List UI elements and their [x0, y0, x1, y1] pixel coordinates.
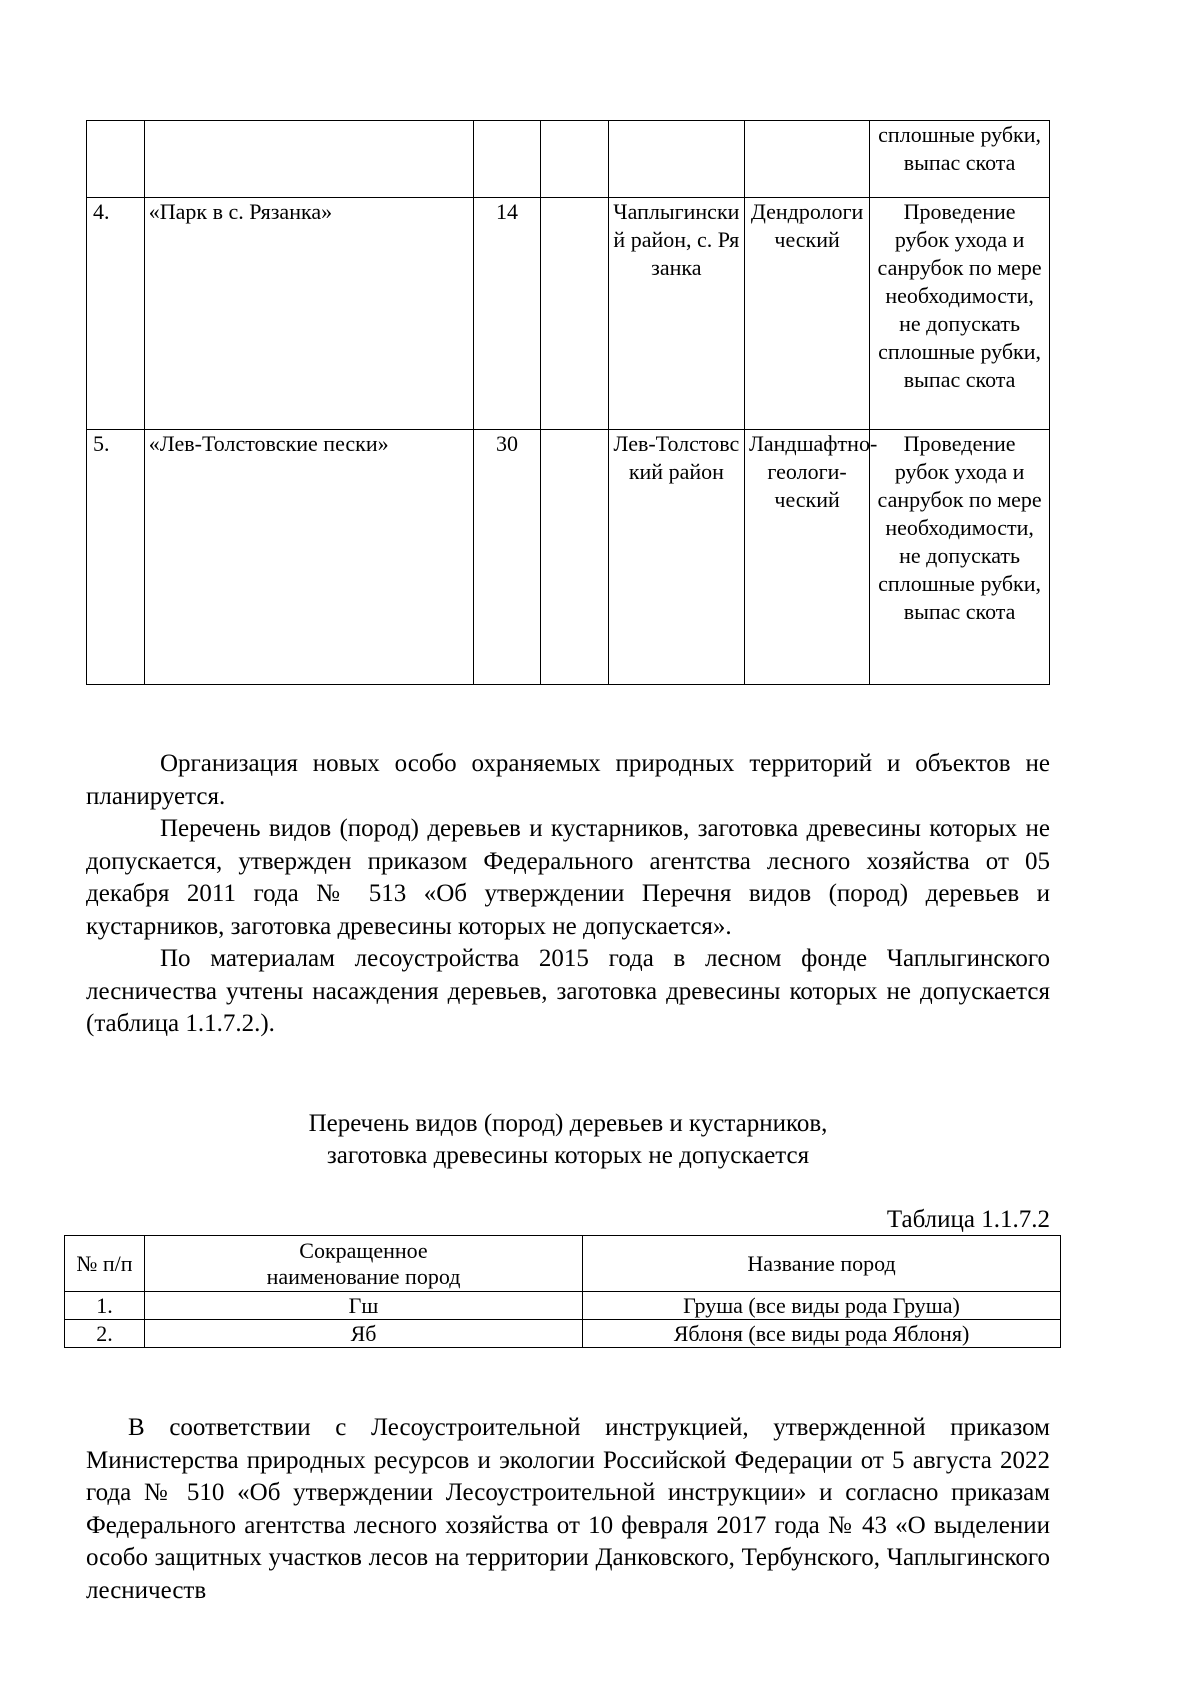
cell-regime: Проведение рубок ухода и санрубок по мере необходимости, не допускать сплошные рубки, выпас скота [870, 430, 1050, 685]
cell-area: 14 [473, 198, 541, 430]
cell-location [608, 121, 744, 198]
header-short-name: Сокращенное наименование пород [145, 1236, 583, 1292]
paragraph: Организация новых особо охраняемых природных территорий и объектов не планируется. [86, 750, 1050, 810]
paragraph: Перечень видов (пород) деревьев и кустарников, заготовка древесины которых не допускается, утвержден приказом Федерального агентства лесного хозяйства от 05 декабря 2011 года № 513 «Об утверждении Перечня видов (пород) деревьев и кустарников, заготовка древесины которых не допускается». [86, 815, 1050, 940]
cell-name: Груша (все виды рода Груша) [583, 1292, 1061, 1320]
cell-name: «Парк в с. Рязанка» [144, 198, 473, 430]
cell-empty [541, 430, 609, 685]
cell-num [87, 121, 145, 198]
cell-type: Дендрологический [744, 198, 869, 430]
cell-regime: сплошные рубки, выпас скота [870, 121, 1050, 198]
cell-empty [541, 198, 609, 430]
cell-area: 30 [473, 430, 541, 685]
cell-regime: Проведение рубок ухода и санрубок по мере необходимости, не допускать сплошные рубки, выпас скота [870, 198, 1050, 430]
cell-empty [541, 121, 609, 198]
cell-name [144, 121, 473, 198]
table-row [87, 198, 1050, 430]
table-caption [86, 1108, 1050, 1172]
cell-type: Ландшафтно-геологи-ческий [744, 430, 869, 685]
body-text-block [86, 748, 1050, 1041]
table-row [87, 121, 1050, 198]
cell-num: 4. [87, 198, 145, 430]
cell-short: Яб [145, 1320, 583, 1348]
table-row [65, 1292, 1061, 1320]
table-row [65, 1320, 1061, 1348]
cell-name: Яблоня (все виды рода Яблоня) [583, 1320, 1061, 1348]
header-num: № п/п [65, 1236, 145, 1292]
cell-area [473, 121, 541, 198]
cell-type [744, 121, 869, 198]
cell-short: Гш [145, 1292, 583, 1320]
header-name: Название пород [583, 1236, 1061, 1292]
table-number-label: Таблица 1.1.7.2 [886, 1206, 1050, 1233]
paragraph: В соответствии с Лесоустроительной инструкцией, утвержденной приказом Министерства природных ресурсов и экологии Российской Федерации от 5 августа 2022 года № 510 «Об утверждении Лесоустроительной инструкции» и согласно приказам Федерального агентства лесного хозяйства от 10 февраля 2017 года № 43 «О выделении особо защитных участков лесов на территории Данковского, Тербунского, Чаплыгинского лесничеств [86, 1414, 1050, 1604]
cell-num: 5. [87, 430, 145, 685]
cell-location: Чаплыгинский район, с. Рязанка [608, 198, 744, 430]
caption-line: Перечень видов (пород) деревьев и кустарников, [308, 1110, 828, 1137]
cell-name: «Лев-Толстовские пески» [144, 430, 473, 685]
table-header-row [65, 1236, 1061, 1292]
table-row [87, 430, 1050, 685]
cell-num: 2. [65, 1320, 145, 1348]
species-table [64, 1235, 1061, 1348]
cell-location: Лев-Толстовский район [608, 430, 744, 685]
body-text-block-2 [86, 1412, 1050, 1607]
cell-num: 1. [65, 1292, 145, 1320]
protected-areas-table [86, 120, 1050, 685]
paragraph: По материалам лесоустройства 2015 года в лесном фонде Чаплыгинского лесничества учтены насаждения деревьев, заготовка древесины которых не допускается (таблица 1.1.7.2.). [86, 945, 1050, 1037]
caption-line: заготовка древесины которых не допускается [326, 1142, 810, 1169]
